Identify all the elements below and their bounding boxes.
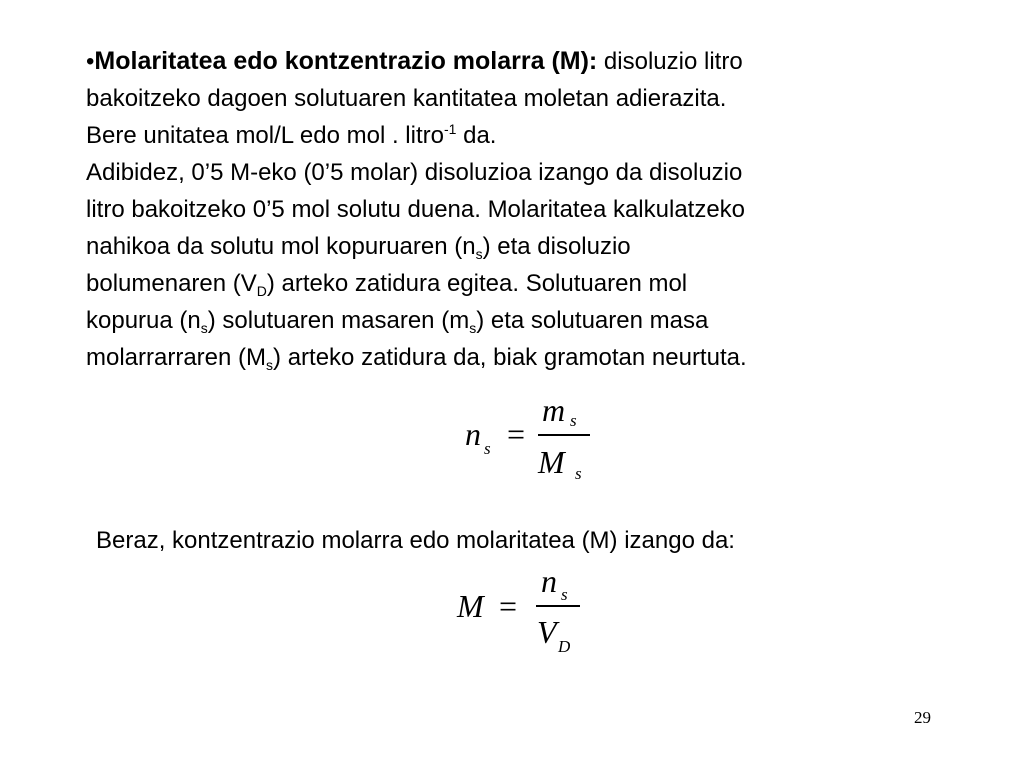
bullet: • (86, 48, 95, 75)
definition-paragraph (86, 43, 986, 376)
formula2-equals: = (499, 588, 518, 624)
formula1-denominator: M (538, 444, 565, 480)
line-1 (86, 43, 986, 80)
subscript: s (200, 320, 208, 336)
line-8-a: kopurua (n (86, 307, 201, 334)
line-6 (86, 228, 986, 265)
line-6-a: nahikoa da solutu mol kopuruaren (n (86, 233, 476, 260)
subscript: s (475, 246, 483, 262)
formula1-numerator-sub: s (570, 411, 577, 430)
formula1-numerator: m (542, 392, 566, 428)
line-8-b: ) solutuaren masaren (m (207, 307, 470, 334)
line-9 (86, 339, 986, 376)
line-8 (86, 302, 986, 339)
formula1-equals: = (507, 416, 526, 452)
line-3-a: Bere unitatea mol/L edo mol . litro (86, 122, 444, 149)
formula1-denominator-sub: s (575, 464, 582, 483)
line-6-b: ) eta disoluzio (482, 233, 631, 260)
line-7-a: bolumenaren (V (86, 270, 257, 297)
formula2-denominator-sub: D (558, 637, 571, 656)
line-1-rest: disoluzio litro (597, 48, 743, 75)
line-5: litro bakoitzeko 0’5 mol solutu duena. Molaritatea kalkulatzeko (86, 196, 746, 223)
subscript: s (469, 320, 477, 336)
formula1-lhs-sub: s (484, 439, 491, 458)
formula1-lhs: n (465, 416, 481, 452)
line-8-c: ) eta solutuaren masa (476, 307, 709, 334)
subscript: s (266, 357, 274, 373)
heading: Molaritatea edo kontzentrazio molarra (M): (94, 47, 598, 75)
formula2-lhs: M (457, 588, 484, 624)
page-number: 29 (914, 708, 931, 727)
conclusion-line: Beraz, kontzentrazio molarra edo molaritatea (M) izango da: (96, 527, 735, 554)
line-9-b: ) arteko zatidura da, biak gramotan neurtuta. (273, 344, 747, 371)
line-4: Adibidez, 0’5 M-eko (0’5 molar) disoluzioa izango da disoluzio (86, 159, 743, 186)
exponent: -1 (443, 121, 457, 137)
line-3 (86, 117, 986, 154)
subscript: D (256, 283, 267, 299)
formula2-denominator: V (537, 614, 557, 650)
formula1-fraction-bar (538, 434, 590, 436)
line-7-b: ) arteko zatidura egitea. Solutuaren mol (266, 270, 688, 297)
line-2: bakoitzeko dagoen solutuaren kantitatea moletan adierazita. (86, 85, 727, 112)
line-9-a: molarrarraren (M (86, 344, 267, 371)
formula2-fraction-bar (536, 605, 580, 607)
line-3-b: da. (456, 122, 497, 149)
line-7 (86, 265, 986, 302)
formula2-numerator: n (541, 563, 557, 599)
formula2-numerator-sub: s (561, 585, 568, 604)
